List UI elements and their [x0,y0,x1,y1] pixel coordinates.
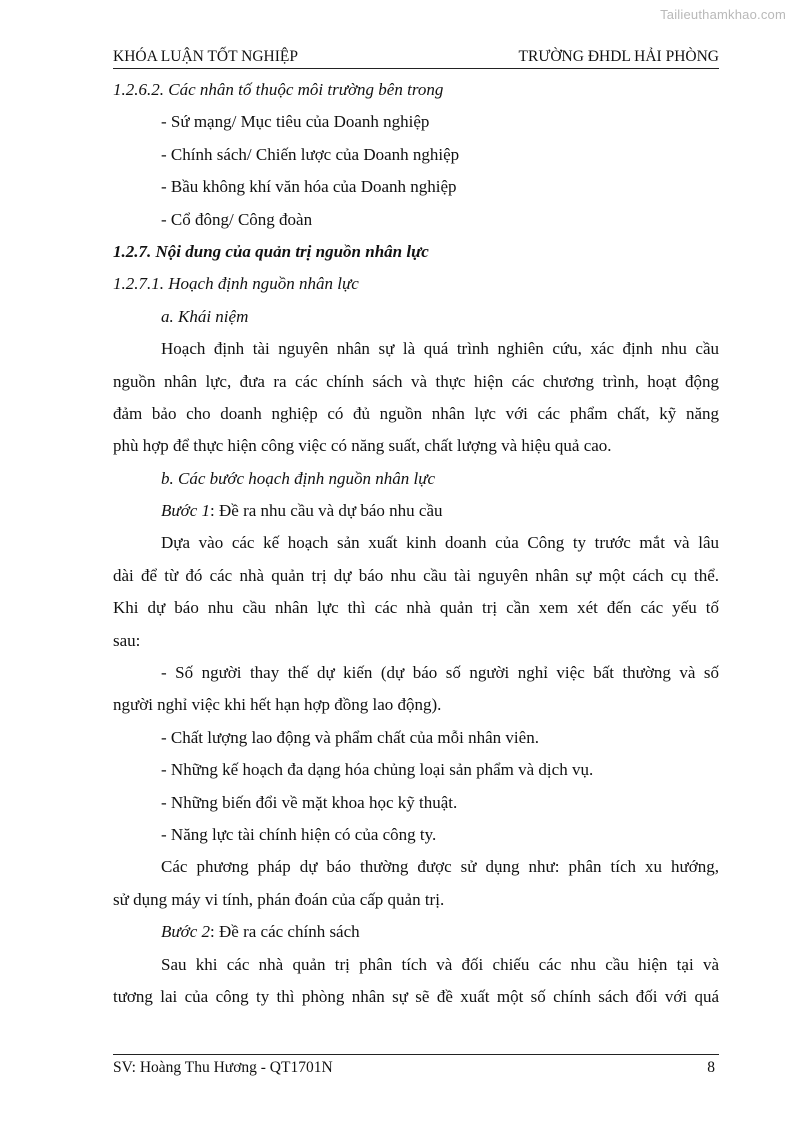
step-2-heading [113,916,719,948]
watermark: Tailieuthamkhao.com [660,7,786,22]
paragraph-line: Các phương pháp dự báo thường được sử dụng như: phân tích xu hướng, [161,857,719,877]
heading-1-2-7-1: 1.2.7.1. Hoạch định nguồn nhân lực [113,274,359,294]
list-item: - Chất lượng lao động và phẩm chất của mỗi nhân viên. [161,727,539,747]
step-1-heading [113,495,719,527]
page-number: 8 [707,1059,715,1076]
step-1-text: : Đề ra nhu cầu và dự báo nhu cầu [210,501,443,521]
list-item: - Cổ đông/ Công đoàn [161,209,313,229]
step-2-text: : Đề ra các chính sách [210,922,360,942]
list-item: - Bầu không khí văn hóa của Doanh nghiệp [161,177,457,197]
page-body [113,74,719,1013]
list-item-continuation: người nghỉ việc khi hết hạn hợp đồng lao động). [113,695,442,715]
subheading-a: a. Khái niệm [161,306,249,326]
list-item: - Những kế hoạch đa dạng hóa chủng loại sản phẩm và dịch vụ. [161,760,594,780]
paragraph-line: dài để từ đó các nhà quản trị dự báo nhu cầu tài nguyên nhân sự một cách cụ thể. [113,565,719,585]
paragraph-line: nguồn nhân lực, đưa ra các chính sách và thực hiện các chương trình, hoạt động [113,371,719,391]
paragraph-line: phù hợp để thực hiện công việc có năng suất, chất lượng và hiệu quả cao. [113,436,612,456]
heading-1-2-6-2: 1.2.6.2. Các nhân tố thuộc môi trường bên trong [113,80,444,99]
heading-1-2-7: 1.2.7. Nội dung của quản trị nguồn nhân lực [113,241,429,261]
list-item: - Năng lực tài chính hiện có của công ty. [161,824,437,844]
list-item: - Những biến đổi về mặt khoa học kỹ thuật. [161,792,458,812]
header-right: TRƯỜNG ĐHDL HẢI PHÒNG [518,48,719,65]
list-item: - Chính sách/ Chiến lược của Doanh nghiệp [161,144,460,164]
paragraph-line: Hoạch định tài nguyên nhân sự là quá trình nghiên cứu, xác định nhu cầu [161,339,719,359]
paragraph-line: sau: [113,630,141,650]
step-1-label: Bước 1 [161,501,211,521]
page-footer [113,1054,719,1081]
paragraph-line: Sau khi các nhà quản trị phân tích và đối chiếu các nhu cầu hiện tại và [161,954,719,974]
paragraph-line: Dựa vào các kế hoạch sản xuất kinh doanh của Công ty trước mắt và lâu [161,533,719,553]
subheading-b: b. Các bước hoạch định nguồn nhân lực [161,468,436,488]
step-2-label: Bước 2 [161,922,211,942]
paragraph-line: Khi dự báo nhu cầu nhân lực thì các nhà quản trị cần xem xét đến các yếu tố [113,598,719,618]
paragraph-line: sử dụng máy vi tính, phán đoán của cấp quản trị. [113,889,445,909]
header-left: KHÓA LUẬN TỐT NGHIỆP [113,48,298,65]
paragraph-line: tương lai của công ty thì phòng nhân sự sẽ đề xuất một số chính sách đối với quá [113,986,719,1006]
page-header [113,48,719,69]
footer-student: SV: Hoàng Thu Hương - QT1701N [113,1059,333,1076]
paragraph-line: đảm bảo cho doanh nghiệp có đủ nguồn nhân lực với các phẩm chất, kỹ năng [113,403,719,423]
list-item: - Số người thay thế dự kiến (dự báo số người nghỉ việc bất thường và số [161,663,719,683]
list-item: - Sứ mạng/ Mục tiêu của Doanh nghiệp [161,112,430,132]
